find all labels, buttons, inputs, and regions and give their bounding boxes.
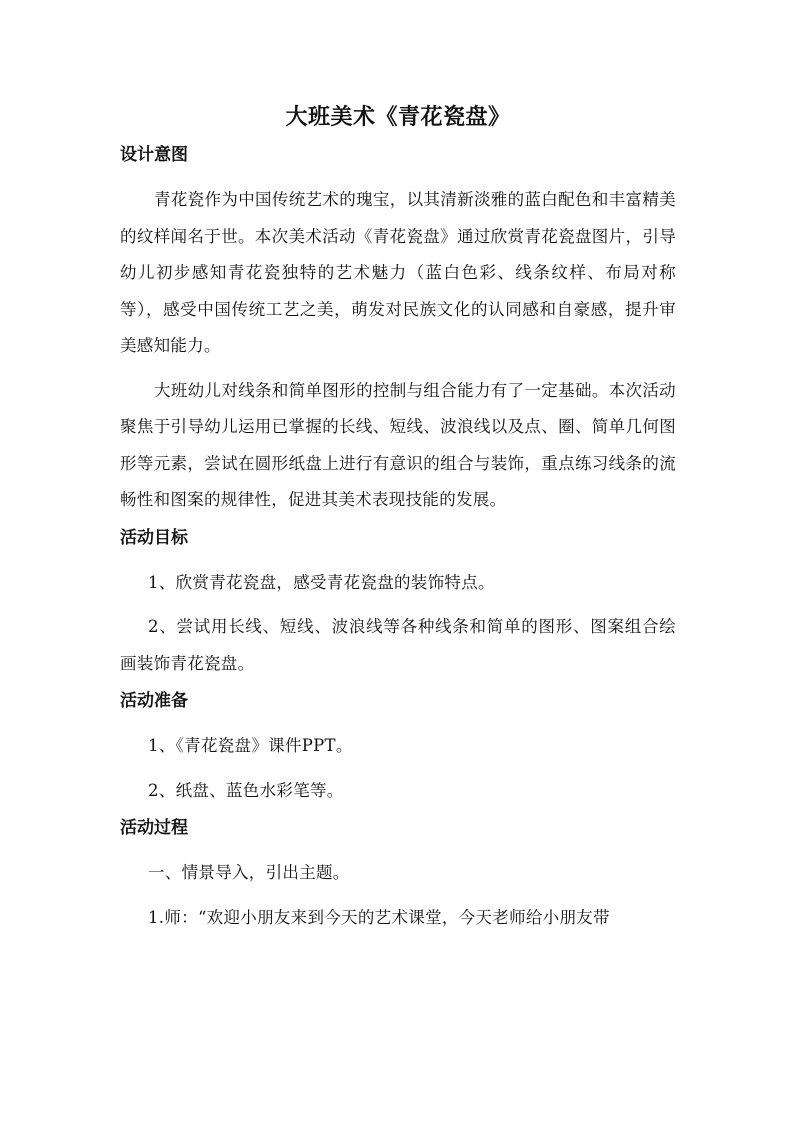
goal-item-1: 1、欣赏青花瓷盘，感受青花瓷盘的装饰特点。 <box>148 572 495 592</box>
process-item-2: 1.师：“欢迎小朋友来到今天的艺术课堂，今天老师给小朋友带 <box>148 907 610 927</box>
design-paragraph-1: 青花瓷作为中国传统艺术的瑰宝，以其清新淡雅的蓝白配色和丰富精美的纹样闻名于世。本次美术活动《青花瓷盘》通过欣赏青花瓷盘图片，引导幼儿初步感知青花瓷独特的艺术魅力（蓝白色彩、线条纹样、布局对称等），感受中国传统工艺之美，萌发对民族文化的认同感和自豪感，提升审美感知能力。 <box>120 190 676 355</box>
prep-item-1: 1、《青花瓷盘》课件PPT。 <box>148 736 353 755</box>
document-title: 大班美术《青花瓷盘》 <box>285 104 511 130</box>
section-heading-prep: 活动准备 <box>120 691 188 711</box>
section-heading-goals: 活动目标 <box>120 527 188 548</box>
section-heading-design: 设计意图 <box>120 145 188 165</box>
prep-item-2: 2、纸盘、蓝色水彩笔等。 <box>148 780 344 800</box>
document-page <box>120 100 676 944</box>
process-item-1: 一、情景导入，引出主题。 <box>148 863 350 882</box>
design-paragraph-2: 大班幼儿对线条和简单图形的控制与组合能力有了一定基础。本次活动聚焦于引导幼儿运用已掌握的长线、短线、波浪线以及点、圈、简单几何图形等元素，尝试在圆形纸盘上进行有意识的组合与装饰，重点练习线条的流畅性和图案的规律性，促进其美术表现技能的发展。 <box>120 380 676 509</box>
section-heading-process: 活动过程 <box>120 818 188 838</box>
goal-item-2: 2、尝试用长线、短线、波浪线等各种线条和简单的图形、图案组合绘画装饰青花瓷盘。 <box>120 617 676 673</box>
